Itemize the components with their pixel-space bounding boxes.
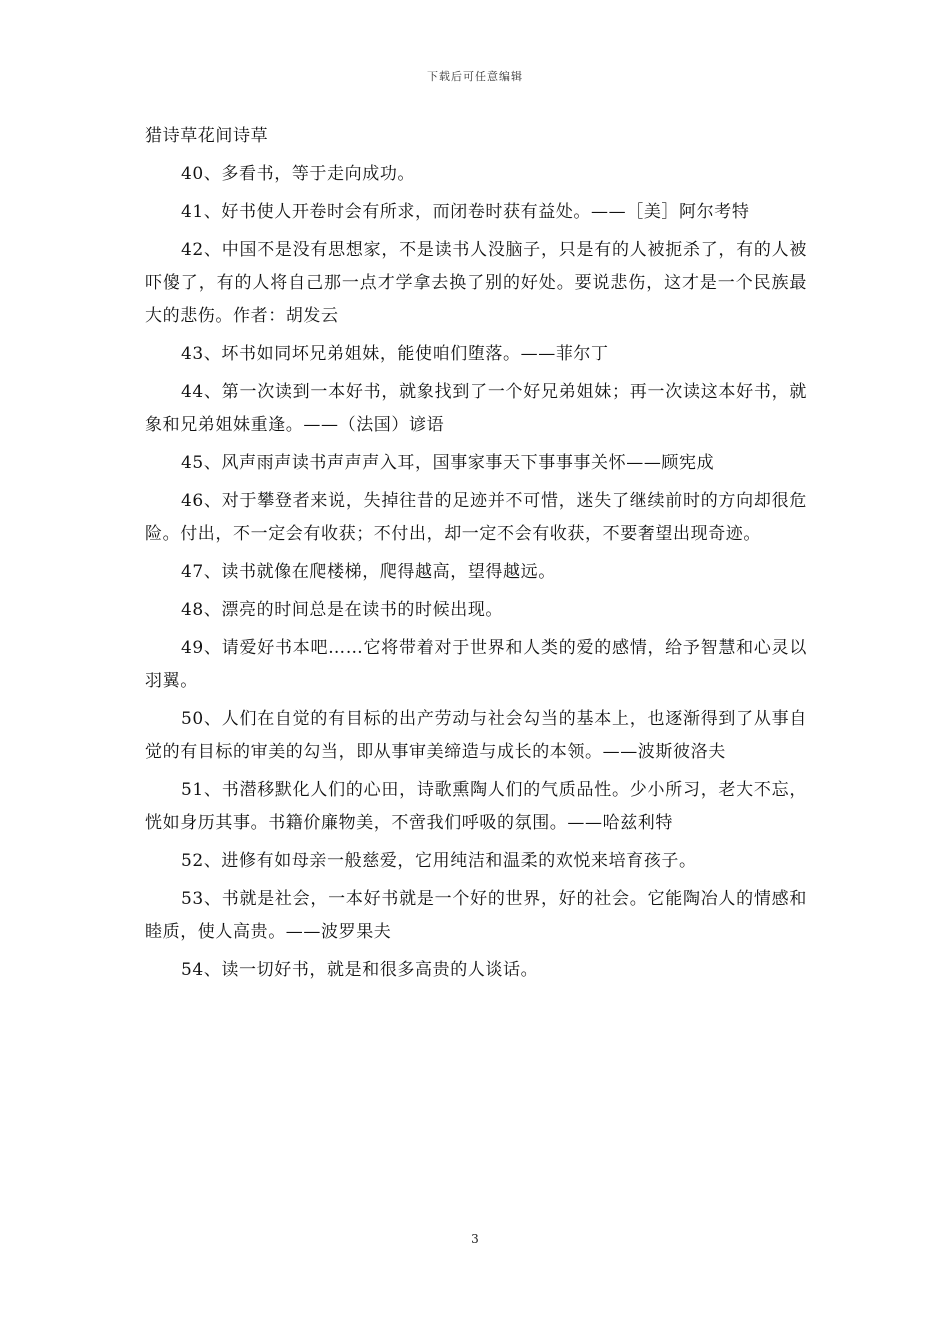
paragraph: 41、好书使人开卷时会有所求，而闭卷时获有益处。——［美］阿尔考特 bbox=[181, 202, 750, 222]
paragraph: 52、进修有如母亲一般慈爱，它用纯洁和温柔的欢悦来培育孩子。 bbox=[181, 851, 697, 871]
paragraph: 51、书潜移默化人们的心田，诗歌熏陶人们的气质品性。少小所习，老大不忘，恍如身历其事。书籍价廉物美，不啻我们呼吸的氛围。——哈兹利特 bbox=[145, 780, 807, 833]
page-number: 3 bbox=[471, 1232, 479, 1246]
paragraph: 46、对于攀登者来说，失掉往昔的足迹并不可惜，迷失了继续前时的方向却很危险。付出，不一定会有收获；不付出，却一定不会有收获，不要奢望出现奇迹。 bbox=[145, 491, 807, 544]
paragraph: 43、坏书如同坏兄弟姐妹，能使咱们堕落。——菲尔丁 bbox=[181, 344, 609, 364]
paragraph: 53、书就是社会，一本好书就是一个好的世界，好的社会。它能陶冶人的情感和睦质，使人高贵。——波罗果夫 bbox=[145, 889, 807, 942]
paragraph: 54、读一切好书，就是和很多高贵的人谈话。 bbox=[181, 960, 539, 980]
paragraph: 50、人们在自觉的有目标的出产劳动与社会勾当的基本上，也逐渐得到了从事自觉的有目标的审美的勾当，即从事审美缔造与成长的本领。——波斯彼洛夫 bbox=[145, 709, 807, 762]
paragraph: 47、读书就像在爬楼梯，爬得越高，望得越远。 bbox=[181, 562, 556, 582]
document-body bbox=[145, 120, 807, 992]
paragraph: 48、漂亮的时间总是在读书的时候出现。 bbox=[181, 600, 504, 620]
paragraph: 猎诗草花间诗草 bbox=[145, 126, 269, 146]
paragraph: 49、请爱好书本吧……它将带着对于世界和人类的爱的感情，给予智慧和心灵以羽翼。 bbox=[145, 638, 807, 691]
page-header: 下载后可任意编辑 bbox=[427, 70, 523, 83]
paragraph: 44、第一次读到一本好书，就象找到了一个好兄弟姐妹；再一次读这本好书，就象和兄弟姐妹重逢。——（法国）谚语 bbox=[145, 382, 807, 435]
paragraph: 40、多看书，等于走向成功。 bbox=[181, 164, 416, 184]
paragraph: 45、风声雨声读书声声声入耳，国事家事天下事事事关怀——顾宪成 bbox=[181, 453, 715, 473]
paragraph: 42、中国不是没有思想家，不是读书人没脑子，只是有的人被扼杀了，有的人被吓傻了，有的人将自己那一点才学拿去换了别的好处。要说悲伤，这才是一个民族最大的悲伤。作者：胡发云 bbox=[145, 240, 807, 326]
